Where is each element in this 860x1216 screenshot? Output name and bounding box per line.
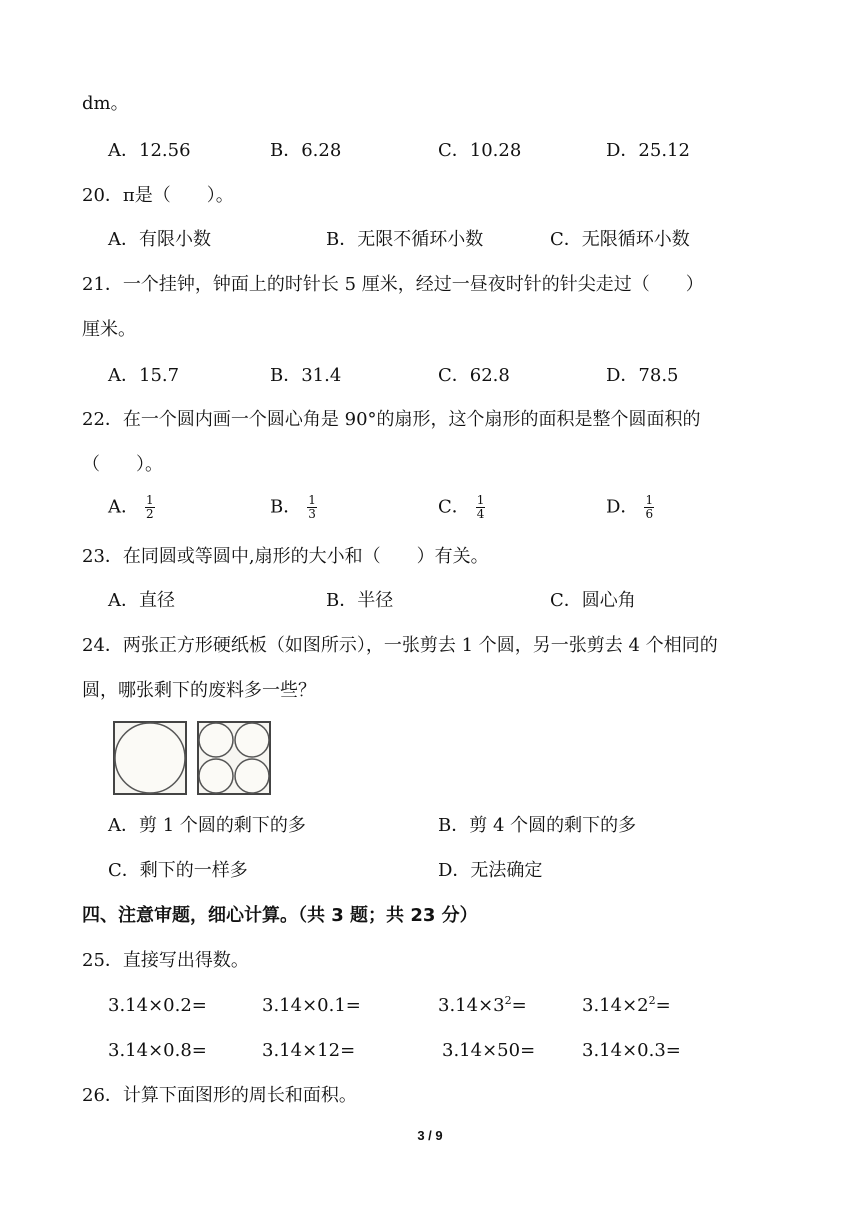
q22-option-b	[270, 494, 317, 521]
q19-tail: dm。	[82, 93, 129, 114]
q23-stem: 23．在同圆或等圆中,扇形的大小和（ ）有关。	[82, 546, 489, 567]
calc-item: 3.14×0.1=	[262, 995, 361, 1016]
q19-option-c: C．10.28	[438, 140, 522, 161]
q23-option-c: C．圆心角	[550, 590, 636, 611]
q23-option-a: A．直径	[108, 590, 175, 611]
q22-option-c	[438, 494, 485, 521]
q19-option-b: B．6.28	[270, 140, 342, 161]
option-label: C．	[438, 496, 470, 518]
equals-sign: =	[511, 995, 527, 1016]
large-circle	[115, 723, 185, 793]
equals-sign: =	[655, 995, 671, 1016]
square-boards-figure	[112, 720, 272, 796]
option-label: A．	[108, 496, 139, 518]
option-label: D．	[606, 496, 639, 518]
q24-stem-cont: 圆，哪张剩下的废料多一些？	[82, 680, 316, 701]
q21-stem-cont: 厘米。	[82, 319, 136, 340]
calc-item	[438, 994, 527, 1018]
exponent: 2	[504, 994, 512, 1007]
q19-option-d: D．25.12	[606, 140, 690, 161]
q20-option-a: A．有限小数	[108, 229, 211, 250]
q22-stem: 22．在一个圆内画一个圆心角是 90°的扇形，这个扇形的面积是整个圆面积的	[82, 409, 701, 430]
q21-option-d: D．78.5	[606, 365, 679, 386]
q22-option-a	[108, 494, 155, 521]
q21-option-a: A．15.7	[108, 365, 180, 386]
calc-item: 3.14×0.3=	[582, 1040, 681, 1061]
q26-stem: 26．计算下面图形的周长和面积。	[82, 1085, 357, 1106]
q20-option-b: B．无限不循环小数	[326, 229, 484, 250]
calc-item: 3.14×0.2=	[108, 995, 207, 1016]
fraction	[644, 494, 654, 521]
page-number: 3 / 9	[417, 1128, 443, 1143]
q19-option-a: A．12.56	[108, 140, 191, 161]
fraction-denominator: 3	[308, 507, 316, 521]
calc-item: 3.14×12=	[262, 1040, 356, 1061]
fraction	[145, 494, 155, 521]
q24-option-c: C．剩下的一样多	[108, 860, 248, 881]
option-label: B．	[270, 496, 302, 518]
q23-option-b: B．半径	[326, 590, 394, 611]
calc-expression: 3.14×3	[438, 995, 505, 1016]
q21-option-b: B．31.4	[270, 365, 342, 386]
q20-stem: 20．π是（ ）。	[82, 185, 234, 206]
fraction-denominator: 6	[645, 507, 654, 521]
q25-stem: 25．直接写出得数。	[82, 950, 249, 971]
small-circle	[235, 759, 269, 793]
q24-option-d: D．无法确定	[438, 860, 543, 881]
section-heading: 四、注意审题，细心计算。（共 3 题；共 23 分）	[82, 905, 478, 926]
fraction	[476, 494, 486, 521]
q24-option-b: B．剪 4 个圆的剩下的多	[438, 815, 637, 836]
q24-stem: 24．两张正方形硬纸板（如图所示），一张剪去 1 个圆，另一张剪去 4 个相同的	[82, 635, 718, 656]
calc-expression: 3.14×2	[582, 995, 649, 1016]
small-circle	[235, 723, 269, 757]
q22-stem-cont: （ ）。	[82, 454, 163, 475]
exponent: 2	[648, 994, 656, 1007]
q20-option-c: C．无限循环小数	[550, 229, 690, 250]
fraction-denominator: 4	[476, 507, 485, 521]
fraction	[307, 494, 317, 521]
fraction-numerator: 1	[476, 493, 485, 507]
q21-stem: 21．一个挂钟，钟面上的时针长 5 厘米，经过一昼夜时针的针尖走过（ ）	[82, 274, 704, 295]
q21-option-c: C．62.8	[438, 365, 510, 386]
q22-option-d	[606, 494, 654, 521]
fraction-numerator: 1	[308, 493, 316, 507]
calc-item: 3.14×0.8=	[108, 1040, 207, 1061]
small-circle	[199, 723, 233, 757]
fraction-denominator: 2	[146, 507, 154, 521]
calc-item	[582, 994, 671, 1018]
calc-item: 3.14×50=	[442, 1040, 536, 1061]
fraction-numerator: 1	[645, 493, 654, 507]
q24-option-a: A．剪 1 个圆的剩下的多	[108, 815, 306, 836]
fraction-numerator: 1	[146, 493, 154, 507]
small-circle	[199, 759, 233, 793]
